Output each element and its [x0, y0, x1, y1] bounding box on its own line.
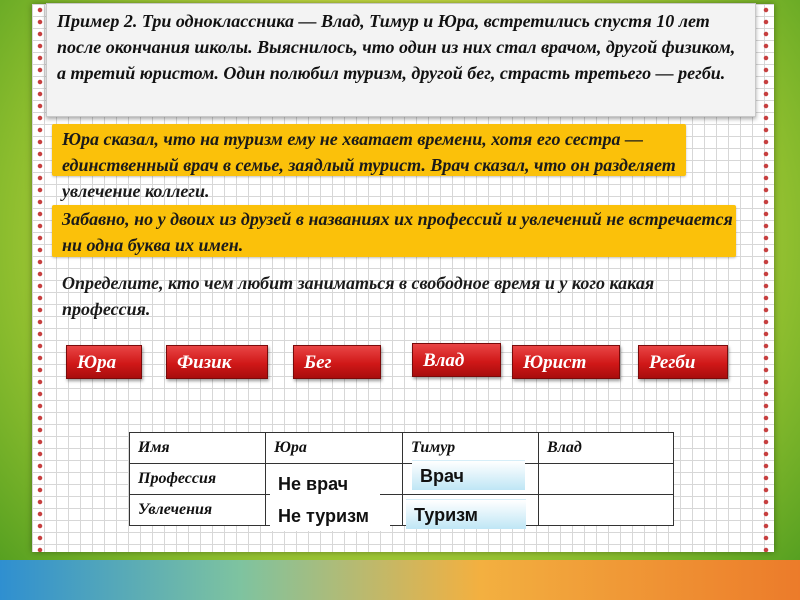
- table-row: [130, 464, 674, 495]
- header-cell-timur: Тимур: [403, 433, 539, 464]
- answer-table: [129, 432, 674, 526]
- slide-bottom-stripe: [0, 560, 800, 600]
- chip-physicist[interactable]: Физик: [166, 345, 268, 379]
- table-row: [130, 495, 674, 526]
- header-cell-name: Имя: [130, 433, 266, 464]
- cell-vlad-hobby[interactable]: [539, 495, 674, 526]
- task-text: Пример 2. Три одноклассника — Влад, Тимур и Юра, встретились спустя 10 лет после окончания школы. Выяснилось, что один из них стал врачом, другой физиком, а третий юристом. Один полюбил туризм, другой бег, страсть третьего — регби.: [57, 11, 736, 83]
- chip-rugby[interactable]: Регби: [638, 345, 728, 379]
- left-margin-dots: [36, 4, 44, 552]
- chip-vlad[interactable]: Влад: [412, 343, 501, 377]
- answer-timur-hobby: Туризм: [406, 499, 526, 529]
- answer-yura-profession: Не врач: [270, 469, 380, 499]
- chip-yura[interactable]: Юра: [66, 345, 142, 379]
- row-label-hobby: Увлечения: [130, 495, 266, 526]
- chip-running[interactable]: Бег: [293, 345, 381, 379]
- clue-paragraph-2: Забавно, но у двоих из друзей в названиях их профессий и увлечений не встречается ни одна буква их имен.: [62, 209, 733, 255]
- task-box: [46, 3, 756, 117]
- answer-timur-profession: Врач: [412, 460, 525, 490]
- cell-vlad-profession[interactable]: [539, 464, 674, 495]
- question-paragraph: Определите, кто чем любит заниматься в свободное время и у кого какая профессия.: [62, 273, 655, 319]
- chip-lawyer[interactable]: Юрист: [512, 345, 620, 379]
- header-cell-yura: Юра: [266, 433, 403, 464]
- table-header-row: [130, 433, 674, 464]
- clue-paragraph-1: Юра сказал, что на туризм ему не хватает времени, хотя его сестра — единственный врач в семье, заядлый турист. Врач сказал, что он разделяет увлечение коллеги.: [62, 129, 676, 201]
- answer-yura-hobby: Не туризм: [270, 501, 390, 531]
- row-label-profession: Профессия: [130, 464, 266, 495]
- header-cell-vlad: Влад: [539, 433, 674, 464]
- right-margin-dots: [762, 4, 770, 552]
